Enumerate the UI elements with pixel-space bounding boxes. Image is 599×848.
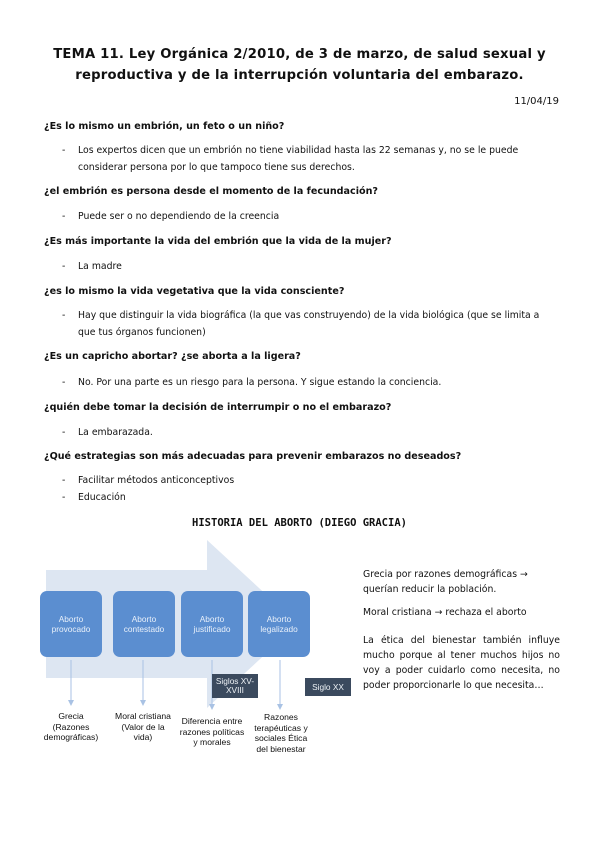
stage-box-4: Aborto legalizado [248,591,310,657]
answer-1: - Los expertos dicen que un embrión no tiene viabilidad hasta las 22 semanas y, no se le puede considerar persona por lo que tampoco tiene sus derechos. [78,142,558,176]
answer-5: - No. Por una parte es un riesgo para la persona. Y sigue estando la conciencia. [78,374,558,391]
question-2: ¿el embrión es persona desde el momento de la fecundación? [44,186,378,197]
period-label-2: Siglo XX [305,678,351,696]
question-6: ¿quién debe tomar la decisión de interrumpir o no el embarazo? [44,402,392,413]
stage-box-1: Aborto provocado [40,591,102,657]
answer-2: - Puede ser o no dependiendo de la creencia [78,208,558,225]
question-4: ¿es lo mismo la vida vegetativa que la vida consciente? [44,286,345,297]
connector-arrowhead-1 [68,700,74,706]
note-1: Grecia por razones demográficas → querían reducir la población. [363,569,528,595]
answer-3: - La madre [78,258,558,275]
stage-description-1: Grecia (Razones demográficas) [43,711,99,742]
answer-4: - Hay que distinguir la vida biográfica (la que vas construyendo) de la vida biológica (que se limita a que tus órganos funcionen) [78,307,558,341]
history-title: HISTORIA DEL ABORTO (DIEGO GRACIA) [192,517,407,529]
period-label-1: Siglos XV-XVIII [212,674,258,698]
note-3: La ética del bienestar también influye mucho porque al tener muchos hijos no voy a poder cuidarlo como necesita, no poder proporcionarle lo que necesita… [363,635,560,691]
title-line-2: reproductiva y de la interrupción voluntaria del embarazo. [75,68,524,83]
stage-box-3: Aborto justificado [181,591,243,657]
stage-description-4: Razones terapéuticas y sociales Ética del bienestar [254,712,308,754]
stage-description-2: Moral cristiana (Valor de la vida) [115,711,171,742]
question-7: ¿Qué estrategias son más adecuadas para prevenir embarazos no deseados? [44,451,462,462]
document-title [40,44,559,86]
answer-6: - La embarazada. [78,424,558,441]
question-1: ¿Es lo mismo un embrión, un feto o un niño? [44,121,285,132]
question-5: ¿Es un capricho abortar? ¿se aborta a la ligera? [44,351,301,362]
document-date: 11/04/19 [514,96,559,107]
note-2: Moral cristiana → rechaza el aborto [363,607,527,618]
abortion-history-diagram [40,540,346,772]
stage-box-2: Aborto contestado [113,591,175,657]
answer-7b: - Educación [78,489,558,506]
connector-arrowhead-4 [277,704,283,710]
answer-7a: - Facilitar métodos anticonceptivos [78,472,558,489]
stage-description-3: Diferencia entre razones políticas y morales [179,716,245,747]
question-3: ¿Es más importante la vida del embrión que la vida de la mujer? [44,236,392,247]
connector-arrowhead-2 [140,700,146,706]
title-line-1: TEMA 11. Ley Orgánica 2/2010, de 3 de marzo, de salud sexual y [53,47,546,62]
connector-arrowhead-3 [209,704,215,710]
